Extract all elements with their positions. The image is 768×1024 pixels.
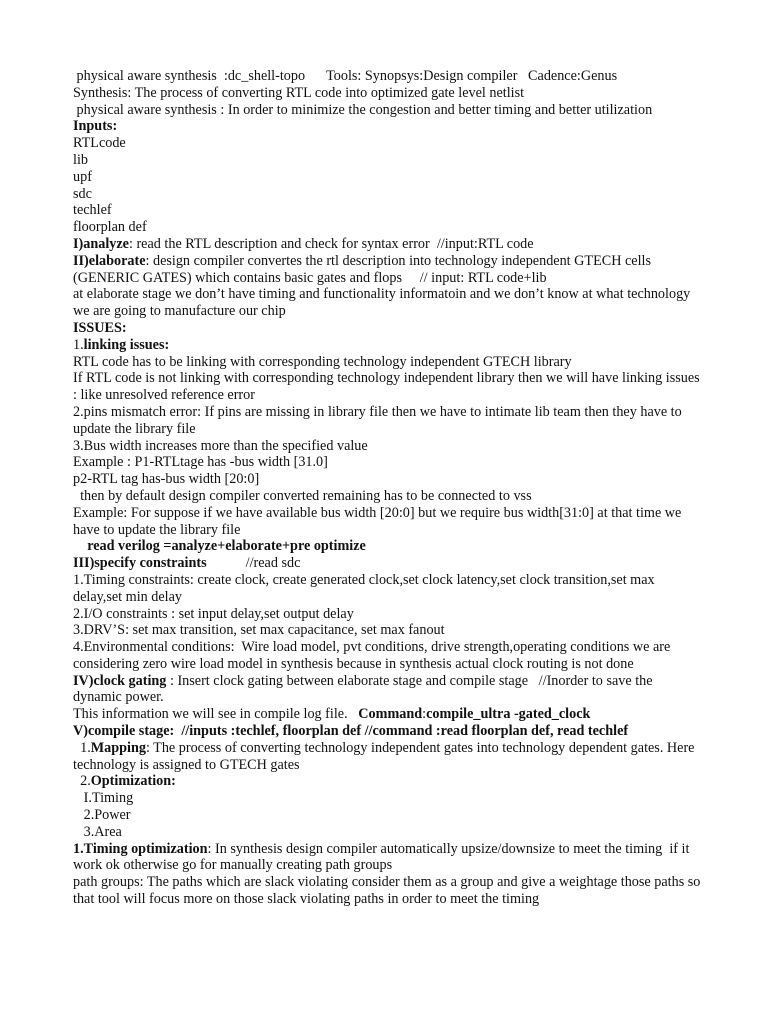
command-colon: : xyxy=(422,706,427,723)
clock-gating-label: IV)clock gating xyxy=(73,672,167,689)
mapping-item xyxy=(73,740,703,774)
linking-issues-text-1: RTL code has to be linking with corresponding technology independent GTECH library xyxy=(73,353,572,370)
elaborate-note: at elaborate stage we don’t have timing and functionality informatoin and we don’t know at what technology we are going to manufacture our chip xyxy=(73,286,694,320)
optimization-number: 2. xyxy=(73,773,91,790)
environmental-conditions-text: 4.Environmental conditions: Wire load model, pvt conditions, drive strength,operating conditions we are considering zero wire load model in synthesis because in synthesis actual clock routing is not done xyxy=(73,639,674,672)
timing-optimization-text: : In synthesis design compiler automatically upsize/downsize to meet the timing if it work ok otherwise go for manually creating path groups xyxy=(73,840,693,874)
bus-width-example-1: Example : P1-RTLtage has -bus width [31.0] xyxy=(73,454,328,471)
input-item-upf: upf xyxy=(73,168,92,185)
read-verilog-formula: read verilog =analyze+elaborate+pre optimize xyxy=(73,538,366,555)
elaborate-label: II)elaborate xyxy=(73,252,146,269)
input-item-techlef: techlef xyxy=(73,202,112,219)
path-groups-text: path groups: The paths which are slack violating consider them as a group and give a weightage those paths so that tool will focus more on those slack violating paths in order to meet the timing xyxy=(73,874,704,908)
timing-optimization-label: 1.Timing optimization xyxy=(73,840,208,857)
elaborate-step xyxy=(73,253,703,287)
optimization-power: 2.Power xyxy=(73,807,131,824)
doc-line-title: physical aware synthesis :dc_shell-topo Tools: Synopsys:Design compiler Cadence:Genus xyxy=(73,68,618,84)
bus-width-example-3: Example: For suppose if we have available bus width [20:0] but we require bus width[31:0] at that time we have to update the library file xyxy=(73,504,685,538)
specify-constraints-step xyxy=(73,555,703,572)
analyze-label: I)analyze xyxy=(73,235,129,252)
linking-issues-text-2: If RTL code is not linking with corresponding technology independent library then we will have linking issues : like unresolved reference error xyxy=(73,370,704,404)
optimization-area: 3.Area xyxy=(73,823,122,840)
input-item-lib: lib xyxy=(73,151,88,168)
analyze-step xyxy=(73,236,703,253)
command-value: compile_ultra -gated_clock xyxy=(426,706,591,723)
drv-constraints-text: 3.DRV’S: set max transition, set max capacitance, set max fanout xyxy=(73,622,445,639)
pins-mismatch-text: 2.pins mismatch error: If pins are missing in library file then we have to intimate lib team then they have to update the library file xyxy=(73,403,686,437)
input-item-rtlcode: RTLcode xyxy=(73,135,126,152)
mapping-text: : The process of converting technology independent gates into technology dependent gates. Here technology is assigned to GTECH gates xyxy=(73,739,699,773)
clock-gating-step xyxy=(73,673,703,707)
issues-heading: ISSUES: xyxy=(73,319,127,336)
compile-log-text: This information we will see in compile log file. xyxy=(73,706,359,723)
optimization-label: Optimization: xyxy=(90,773,176,790)
doc-line-physical-aware: physical aware synthesis : In order to minimize the congestion and better timing and better utilization xyxy=(73,101,653,118)
specify-constraints-comment: //read sdc xyxy=(206,555,301,572)
optimization-item xyxy=(73,773,703,790)
bus-width-default-note: then by default design compiler converted remaining has to be connected to vss xyxy=(73,487,532,504)
timing-constraints-text: 1.Timing constraints: create clock, create generated clock,set clock latency,set clock transition,set max delay,set min delay xyxy=(73,571,659,605)
compile-log-note xyxy=(73,706,703,723)
timing-optimization-item xyxy=(73,841,703,875)
compile-stage-step: V)compile stage: //inputs :techlef, floorplan def //command :read floorplan def, read techlef xyxy=(73,723,629,740)
linking-issues-heading xyxy=(73,337,703,354)
inputs-heading: Inputs: xyxy=(73,118,118,135)
io-constraints-text: 2.I/O constraints : set input delay,set output delay xyxy=(73,605,354,622)
document-body xyxy=(73,68,703,908)
specify-constraints-label: III)specify constraints xyxy=(73,555,207,572)
mapping-label: Mapping xyxy=(90,739,146,756)
bus-width-example-2: p2-RTL tag has-bus width [20:0] xyxy=(73,471,260,488)
command-label: Command xyxy=(358,706,423,723)
mapping-number: 1. xyxy=(73,739,91,756)
linking-issues-label: linking issues: xyxy=(83,336,170,353)
elaborate-text: : design compiler convertes the rtl description into technology independent GTECH cells (GENERIC GATES) which contains basic gates and flops // input: RTL code+lib xyxy=(73,252,655,286)
clock-gating-text: : Insert clock gating between elaborate stage and compile stage //Inorder to save the dynamic power. xyxy=(73,672,657,706)
doc-line-synthesis-definition: Synthesis: The process of converting RTL code into optimized gate level netlist xyxy=(73,84,525,101)
input-item-sdc: sdc xyxy=(73,185,92,202)
analyze-text: : read the RTL description and check for syntax error //input:RTL code xyxy=(128,235,534,252)
input-item-floorplan-def: floorplan def xyxy=(73,219,147,236)
bus-width-text: 3.Bus width increases more than the specified value xyxy=(73,437,368,454)
linking-issues-number: 1. xyxy=(73,336,84,353)
optimization-timing: I.Timing xyxy=(73,790,134,807)
